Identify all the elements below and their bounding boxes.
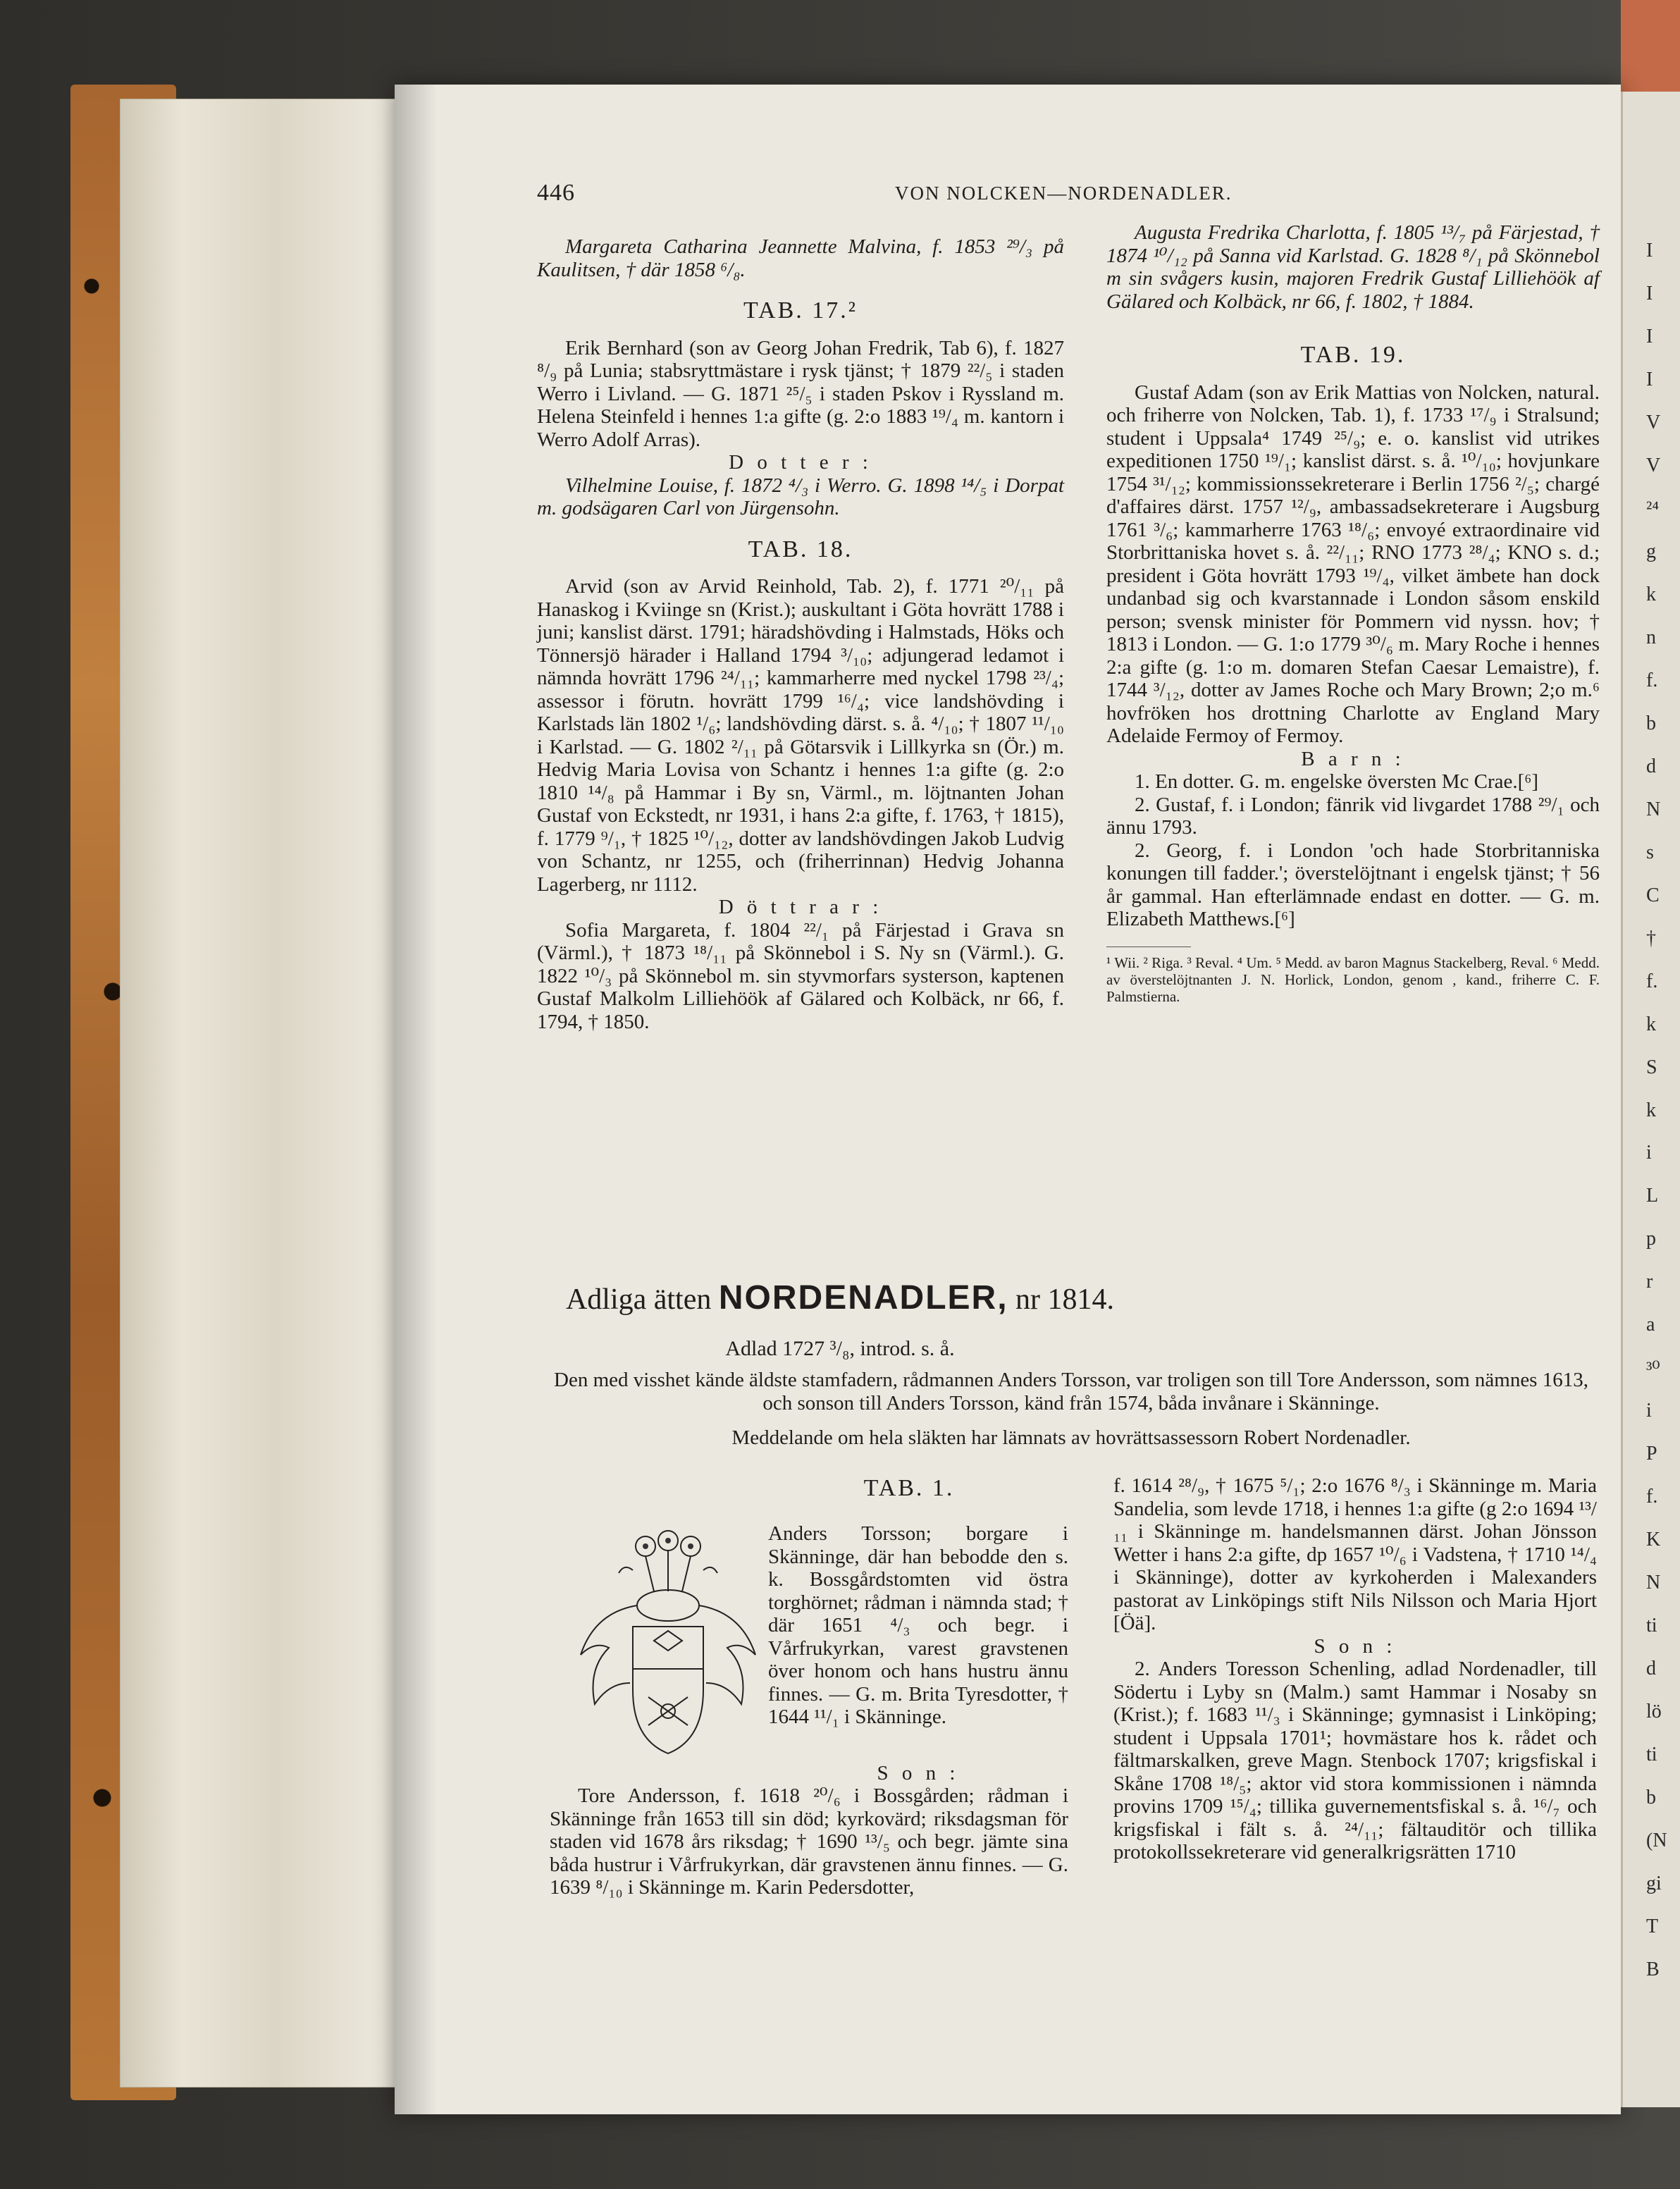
footnotes: ¹ Wii. ² Riga. ³ Reval. ⁴ Um. ⁵ Medd. av baron Magnus Stackelberg, Reval. ⁶ Medd. av överstelöjtnanten J. N. Horlick, London, genom , kand., friherre C. F. Palmstierna.: [1106, 954, 1600, 1005]
facing-page-letter: I: [1646, 282, 1653, 304]
facing-page-letter: k: [1646, 1099, 1656, 1121]
facing-page-letter: b: [1646, 712, 1656, 734]
ennobled-line: Adlad 1727 ³/₈, introd. s. å.: [725, 1337, 955, 1360]
facing-page-letter: †: [1646, 927, 1656, 949]
paragraph-tore-andersson: Tore Andersson, f. 1618 ²⁰/₆ i Bossgården; rådman i Skänninge från 1653 till sin död; kyrkovärd; riksdagsman för staden vid 1678 års riksdag; † 1690 ¹³/₅ och begr. jämte sina båda hustrur i Vårfrukyrkan, där gravstenen ännu finnes. — G. 1639 ⁸/₁₀ i Skänninge m. Karin Pedersdotter,: [550, 1784, 1068, 1899]
paragraph-arvid: Arvid (son av Arvid Reinhold, Tab. 2), f. 1771 ²⁰/₁₁ på Hanaskog i Kviinge sn (Krist.); auskultant i Göta hovrätt 1788 i juni; kanslist därst. 1791; häradshövding i Halmstads, Höks och Tönnersjö härader i Halland 1794 ³/₁₀; adjungerad ledamot i nämnda hovrätt 1796 ²⁴/₁₁; kammarherre med nyckel 1798 ²³/₄; assessor i förutn. hovrätt 1799 ¹⁶/₄; vice landshövding i Karlstads län 1802 ¹/₆; landshövding därst. s. å. ⁴/₁₀; † 1807 ¹¹/₁₀ i Karlstad. — G. 1802 ²/₁₁ på Götarsvik i Lillkyrka sn (Ör.) m. Hedvig Maria Lovisa von Schantz i hennes 1:a gifte (g. 2:o 1810 ¹⁴/₈ på Hammar i By sn, Värml., m. löjtnanten Johan Gustaf von Eckstedt, nr 1931, i hans 2:a gifte, f. 1763, † 1815), f. 1779 ⁹/₁, † 1825 ¹⁰/₁₂, dotter av landshövdingen Jakob Ludvig von Schantz, nr 1255, och (friherrinnan) Hedvig Johanna Lagerberg, nr 1112.: [537, 575, 1064, 896]
color-calibration-strip: [1621, 0, 1680, 92]
facing-page-letter: k: [1646, 1013, 1656, 1035]
facing-page-letter: a: [1646, 1314, 1655, 1336]
page-number: 446: [537, 180, 575, 206]
tab1-heading: TAB. 1.: [863, 1475, 955, 1501]
facing-page-letter: f.: [1646, 970, 1658, 992]
facing-page-letter: N: [1646, 798, 1661, 820]
coat-of-arms-icon: [569, 1528, 767, 1768]
paragraph-sofia-margareta: Sofia Margareta, f. 1804 ²²/₁ på Färjestad i Grava sn (Värml.), † 1873 ¹⁸/₁₁ på Skönnebol i S. Ny sn (Värml.). G. 1822 ¹⁰/₃ på Skönnebol m. sin styvmorfars systerson, kaptenen Gustaf Malkolm Lilliehöök af Gälared och Kolbäck, nr 66, f. 1794, † 1850.: [537, 918, 1064, 1033]
facing-page-letter: gi: [1646, 1873, 1662, 1895]
child-1: 1. En dotter. G. m. engelske översten Mc Crae.[⁶]: [1135, 770, 1539, 793]
facing-page-letter: P: [1646, 1443, 1657, 1465]
facing-page-letter: f.: [1646, 1486, 1658, 1508]
family-number: nr 1814.: [1015, 1283, 1115, 1316]
left-column-upper: [537, 235, 1064, 1033]
tab1-son-label-right: S o n :: [1314, 1634, 1397, 1658]
footnote-rule: [1106, 946, 1191, 947]
paragraph-anders-toresson: 2. Anders Toresson Schenling, adlad Nordenadler, till Södertu i Lyby sn (Malm.) samt Hammar i Nosaby sn (Krist.); f. 1683 ¹¹/₃ i Skänninge; gymnasist i Linköping; student i Uppsala 1701¹; hovmästare hos k. rådet och fältmarskalken, greve Magn. Stenbock 1707; krigsfiskal i Skåne 1708 ¹⁸/₅; aktor vid stora kommissionen i nämnda provins 1709 ¹⁵/₄; tillika guvernementsfiskal s. å. ¹⁶/₇ och krigsfiskal i fält s. å. ²⁴/₁₁; fältauditör och tillika protokollssekreterare vid generalkrigsrätten 1710: [1113, 1658, 1597, 1863]
facing-page-letter: V: [1646, 454, 1661, 476]
paragraph-karin-cont: f. 1614 ²⁸/₉, † 1675 ⁵/₁; 2:o 1676 ⁸/₃ i Skänninge m. Maria Sandelia, som levde 1718, i hennes 1:a gifte (g 2:o 1694 ¹³/₁₁ i Skänninge m. handelsmannen därst. Johan Jönsson Wetter i hans 2:a gifte, dp 1657 ¹⁰/₆ i Vadstena, † 1710 ¹⁴/₄ i Skänninge), dotter av kyrkoherden i Malexanders pastorat av Linköpings stift Nils Nilsson och Maria Hjort [Öä].: [1113, 1474, 1597, 1634]
facing-page-letter: I: [1646, 325, 1653, 347]
facing-page-letter: ²⁴: [1646, 497, 1660, 519]
page-stack-edge: [120, 99, 431, 2088]
child-2: 2. Gustaf, f. i London; fänrik vid livgardet 1788 ²⁹/₁ och ännu 1793.: [1106, 793, 1600, 839]
right-column-upper: [1106, 221, 1600, 1005]
facing-page-letter: i: [1646, 1400, 1652, 1422]
right-column-lower: [1113, 1474, 1597, 1864]
dottrar-label: D ö t t r a r :: [718, 896, 883, 918]
page-gutter-shadow: [395, 85, 437, 2114]
facing-page-letter: V: [1646, 411, 1661, 433]
facing-page-letter: p: [1646, 1228, 1656, 1250]
facing-page-letter: T: [1646, 1916, 1659, 1938]
facing-page-letter: r: [1646, 1271, 1653, 1293]
paragraph-anders-torsson: Anders Torsson; borgare i Skänninge, där han bebodde den s. k. Bossgårdstomten vid östra torghörnet; rådman i nämnda stad; † där 1651 ⁴/₃ och begr. i Vårfrukyrkan, varest gravstenen över honom och hans hustru ännu finnes. — G. m. Brita Tyresdotter, † 1644 ¹¹/₁ i Skänninge.: [768, 1522, 1068, 1728]
facing-page-letter: ³⁰: [1646, 1358, 1660, 1381]
facing-page-letter: K: [1646, 1529, 1661, 1551]
facing-page-letter: ti: [1646, 1744, 1657, 1766]
facing-page-letter: I: [1646, 368, 1653, 390]
facing-page-letter: lö: [1646, 1701, 1662, 1723]
paragraph-margareta: Margareta Catharina Jeannette Malvina, f. 1853 ²⁹/₃ på Kaulitsen, † där 1858 ⁶/₈.: [537, 235, 1064, 281]
tab19-heading: TAB. 19.: [1300, 342, 1406, 368]
facing-page-letter: ti: [1646, 1615, 1657, 1637]
paragraph-vilhelmine: Vilhelmine Louise, f. 1872 ⁴/₃ i Werro. G. 1898 ¹⁴/₅ i Dorpat m. godsägaren Carl von Jürgensohn.: [537, 474, 1064, 519]
facing-page-letter: i: [1646, 1142, 1652, 1164]
facing-page-letter: I: [1646, 240, 1653, 261]
dotter-label: D o t t e r :: [729, 451, 872, 474]
facing-page-letter: n: [1646, 626, 1656, 648]
family-title: [0, 1279, 1680, 1317]
family-name: NORDENADLER,: [718, 1279, 1008, 1317]
family-intro: Den med visshet kände äldste stamfadern, rådmannen Anders Torsson, var troligen son till Tore Andersson, som nämnes 1613, och sonson till Anders Torsson, känd från 1574, båda invånare i Skänninge.: [554, 1369, 1588, 1414]
tab1-son-label-left: S o n :: [877, 1762, 960, 1784]
facing-page-letter: C: [1646, 884, 1660, 906]
facing-page-letter: g: [1646, 540, 1656, 562]
family-meddelande: Meddelande om hela släkten har lämnats av hovrättsassessorn Robert Nordenadler.: [731, 1426, 1411, 1449]
barn-label: B a r n :: [1301, 747, 1405, 770]
facing-page-letter: S: [1646, 1056, 1657, 1078]
facing-page-letter: k: [1646, 583, 1656, 605]
paragraph-augusta: Augusta Fredrika Charlotta, f. 1805 ¹³/₇ på Färjestad, † 1874 ¹⁰/₁₂ på Sanna vid Karlstad. G. 1828 ⁸/₁ på Skönnebol m sin svågers kusin, majoren Fredrik Gustaf Lilliehöök af Gälared och Kolbäck, nr 66, f. 1802, † 1884.: [1106, 221, 1600, 313]
running-head: VON NOLCKEN—NORDENADLER.: [895, 183, 1233, 204]
tab18-heading: TAB. 18.: [748, 536, 853, 562]
facing-page-letter: N: [1646, 1572, 1661, 1594]
tab17-heading: TAB. 17.²: [743, 297, 858, 323]
paragraph-gustaf-adam: Gustaf Adam (son av Erik Mattias von Nolcken, natural. och friherre von Nolcken, Tab. 1), f. 1733 ¹⁷/₉ i Stralsund; student i Uppsala⁴ 1749 ²⁵/₉; e. o. kanslist vid utrikes expeditionen 1750 ¹⁹/₁; kanslist därst. s. å. ¹⁰/₁₀; hovjunkare 1754 ³¹/₁₂; kommissionssekreterare i Berlin 1756 ²/₅; chargé d'affaires därst. 1757 ¹²/₉, ambassadsekreterare i Augsburg 1761 ³/₆; kammarherre 1763 ¹⁸/₆; envoyé extraordinaire vid Storbrittaniska hovet s. å. ²²/₁₁; RNO 1773 ²⁸/₄; KNO s. d.; president i Göta hovrätt 1793 ¹⁹/₄, vilket ämbete han dock undanbad sig och kvarstannade i London såsom enskild person; svensk minister för Pommern vid nyssn. hov; † 1813 i London. — G. 1:o 1779 ³⁰/₆ m. Mary Roche i hennes 2:a gifte (g. 1:o m. domaren Stefan Caesar Lemaistre), f. 1744 ³/₁₂, dotter av James Roche och Mary Brown; 2;o m.⁶ hovfröken hos drottning Charlotte av England Mary Adelaide Fermoy of Fermoy.: [1106, 381, 1600, 747]
facing-page-letter: s: [1646, 841, 1654, 863]
facing-page-letter: (N: [1646, 1830, 1667, 1852]
facing-page-letter: b: [1646, 1787, 1656, 1809]
child-3: 2. Georg, f. i London 'och hade Storbritanniska konungen till fadder.'; överstelöjtnant i engelsk tjänst; † 56 år gammal. Han efterlämnade endast en dotter. — G. m. Elizabeth Matthews.[⁶]: [1106, 839, 1600, 930]
facing-page-letter: L: [1646, 1185, 1659, 1207]
paragraph-erik-bernhard: Erik Bernhard (son av Georg Johan Fredrik, Tab 6), f. 1827 ⁸/₉ på Lunia; stabsryttmästare i rysk tjänst; † 1879 ²²/₅ i staden Werro i Livland. — G. 1871 ²⁵/₅ i staden Pskov i Ryssland m. Helena Steinfeld i hennes 1:a gifte (g. 2:o 1883 ¹⁹/₄ m. kantorn i Werro Adolf Arras).: [537, 336, 1064, 451]
family-prefix: Adliga ätten: [565, 1283, 712, 1316]
facing-page-letter: f.: [1646, 669, 1658, 691]
facing-page-letter: B: [1646, 1959, 1660, 1981]
facing-page-letter: d: [1646, 755, 1656, 777]
facing-page-letter: d: [1646, 1658, 1656, 1680]
